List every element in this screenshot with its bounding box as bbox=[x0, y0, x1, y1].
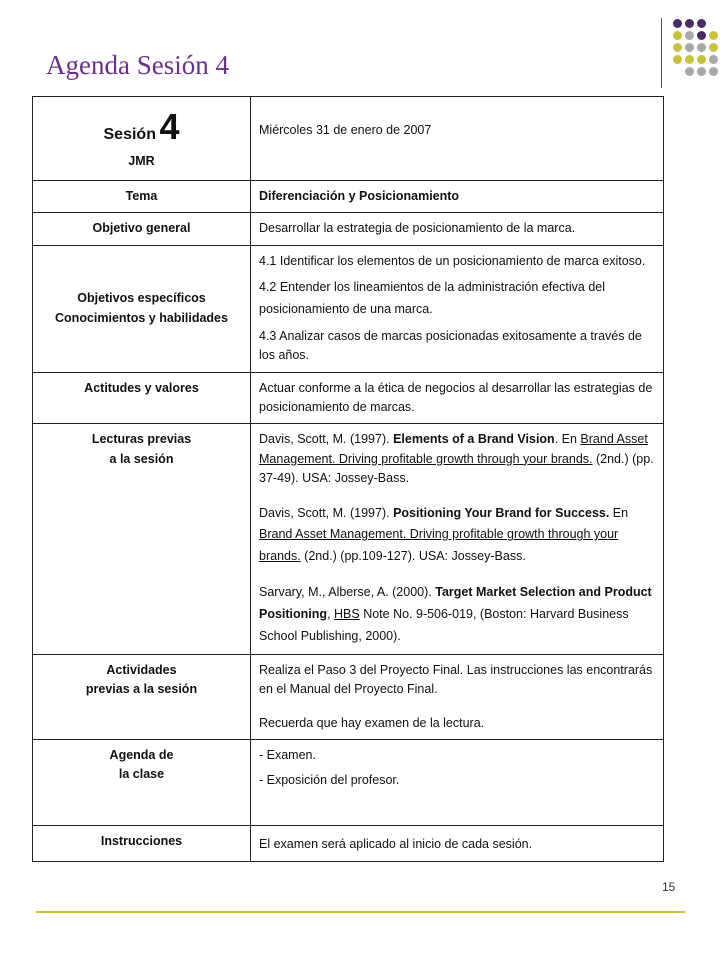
decor-dot bbox=[697, 19, 706, 28]
objetivos-especificos-list bbox=[251, 245, 664, 372]
decor-dot bbox=[697, 43, 706, 52]
decor-dot bbox=[697, 31, 706, 40]
decor-dot bbox=[709, 31, 718, 40]
decor-dot bbox=[685, 55, 694, 64]
list-item: 4.1 Identificar los elementos de un posicionamiento de marca exitoso. bbox=[259, 253, 646, 268]
actividades-label-line2: previas a la sesión bbox=[85, 682, 198, 697]
session-cell bbox=[33, 97, 251, 181]
session-date bbox=[251, 97, 664, 181]
reference-2 bbox=[259, 503, 655, 569]
reference-1 bbox=[259, 430, 655, 488]
decor-dot bbox=[709, 55, 718, 64]
objetivos-label-line1: Objetivos específicos bbox=[77, 291, 206, 306]
table-row bbox=[33, 181, 664, 213]
agenda-label-line2: la clase bbox=[118, 767, 165, 782]
decor-dot bbox=[673, 43, 682, 52]
ref3-authors: Sarvary, M., Alberse, A. (2000). bbox=[259, 585, 436, 600]
page-title: Agenda Sesión 4 bbox=[46, 50, 229, 80]
decor-dot bbox=[673, 19, 682, 28]
reference-3 bbox=[259, 582, 655, 648]
agenda-label-line1: Agenda de bbox=[109, 747, 174, 762]
instrucciones-value: El examen será aplicado al inicio de cada sesión. bbox=[251, 825, 664, 861]
list-item: - Exposición del profesor. bbox=[259, 773, 400, 788]
actividades-content bbox=[251, 654, 664, 739]
session-code: JMR bbox=[128, 153, 155, 168]
objetivo-general-value: Desarrollar la estrategia de posicionamiento de la marca. bbox=[251, 213, 664, 245]
footer-divider bbox=[36, 911, 685, 913]
list-item: 4.2 Entender los lineamientos de la administración efectiva del posicionamiento de una marca. bbox=[259, 280, 606, 316]
lecturas-label-line2: a la sesión bbox=[109, 451, 174, 466]
decor-dot bbox=[685, 31, 694, 40]
actividades-p1: Realiza el Paso 3 del Proyecto Final. Las instrucciones las encontrarás en el Manual del Proyecto Final. bbox=[259, 662, 653, 697]
table-row bbox=[33, 739, 664, 825]
agenda-table bbox=[32, 96, 664, 862]
decor-dot bbox=[697, 67, 706, 76]
agenda-clase-label bbox=[33, 739, 251, 825]
ref3-mid: , bbox=[327, 607, 335, 621]
instrucciones-label: Instrucciones bbox=[33, 825, 251, 861]
table-row bbox=[33, 424, 664, 654]
table-row bbox=[33, 245, 664, 372]
ref3-book: HBS bbox=[334, 607, 360, 621]
decor-dot bbox=[685, 43, 694, 52]
decorative-dot-grid bbox=[671, 17, 720, 79]
table-row bbox=[33, 825, 664, 861]
decor-dot bbox=[709, 43, 718, 52]
ref1-tail: (2nd.) (pp. 37-49). USA: Jossey-Bass. bbox=[259, 451, 654, 486]
ref1-title: Elements of a Brand Vision bbox=[393, 432, 555, 447]
decor-dot bbox=[673, 55, 682, 64]
actitudes-value: Actuar conforme a la ética de negocios al desarrollar las estrategias de posicionamiento de marcas. bbox=[251, 372, 664, 424]
ref3-title: Target Market Selection and Product Positioning bbox=[259, 585, 652, 621]
actividades-label-line1: Actividades bbox=[106, 662, 177, 677]
objetivo-general-label: Objetivo general bbox=[33, 213, 251, 245]
session-date-text: Miércoles 31 de enero de 2007 bbox=[259, 123, 432, 137]
decor-dot bbox=[673, 31, 682, 40]
decor-dot bbox=[685, 67, 694, 76]
decor-dot bbox=[709, 67, 718, 76]
agenda-clase-list bbox=[251, 739, 664, 825]
objetivos-label-line2: Conocimientos y habilidades bbox=[55, 310, 228, 325]
ref1-book: Brand Asset Management. Driving profitable growth through your brands. bbox=[259, 432, 648, 466]
decor-dot bbox=[697, 55, 706, 64]
ref1-mid: . En bbox=[554, 432, 581, 447]
objetivos-especificos-label bbox=[33, 245, 251, 372]
list-item: 4.3 Analizar casos de marcas posicionadas exitosamente a través de los años. bbox=[259, 328, 642, 363]
header-divider bbox=[661, 18, 662, 88]
actividades-label bbox=[33, 654, 251, 739]
decor-dot bbox=[685, 19, 694, 28]
actitudes-label: Actitudes y valores bbox=[33, 372, 251, 424]
ref3-tail: Note No. 9-506-019, (Boston: Harvard Business School Publishing, 2000). bbox=[259, 607, 629, 643]
table-row bbox=[33, 372, 664, 424]
session-label: Sesión bbox=[103, 126, 156, 143]
session-number: 4 bbox=[159, 106, 180, 147]
tema-label: Tema bbox=[33, 181, 251, 213]
lecturas-label bbox=[33, 424, 251, 654]
tema-value: Diferenciación y Posicionamiento bbox=[251, 181, 664, 213]
list-item: - Examen. bbox=[259, 747, 316, 762]
lecturas-label-line1: Lecturas previas bbox=[91, 432, 192, 447]
table-row bbox=[33, 213, 664, 245]
ref2-mid: En bbox=[609, 505, 629, 520]
ref2-book: Brand Asset Management. Driving profitable growth through your brands. bbox=[259, 527, 619, 564]
lecturas-list bbox=[251, 424, 664, 654]
table-row bbox=[33, 654, 664, 739]
ref2-authors: Davis, Scott, M. (1997). bbox=[259, 505, 394, 520]
ref1-authors: Davis, Scott, M. (1997). bbox=[259, 432, 394, 447]
ref2-tail: (2nd.) (pp.109-127). USA: Jossey-Bass. bbox=[300, 549, 526, 564]
ref2-title: Positioning Your Brand for Success. bbox=[393, 505, 610, 520]
table-row bbox=[33, 97, 664, 181]
actividades-p2: Recuerda que hay examen de la lectura. bbox=[259, 715, 485, 730]
page-number: 15 bbox=[662, 880, 676, 894]
